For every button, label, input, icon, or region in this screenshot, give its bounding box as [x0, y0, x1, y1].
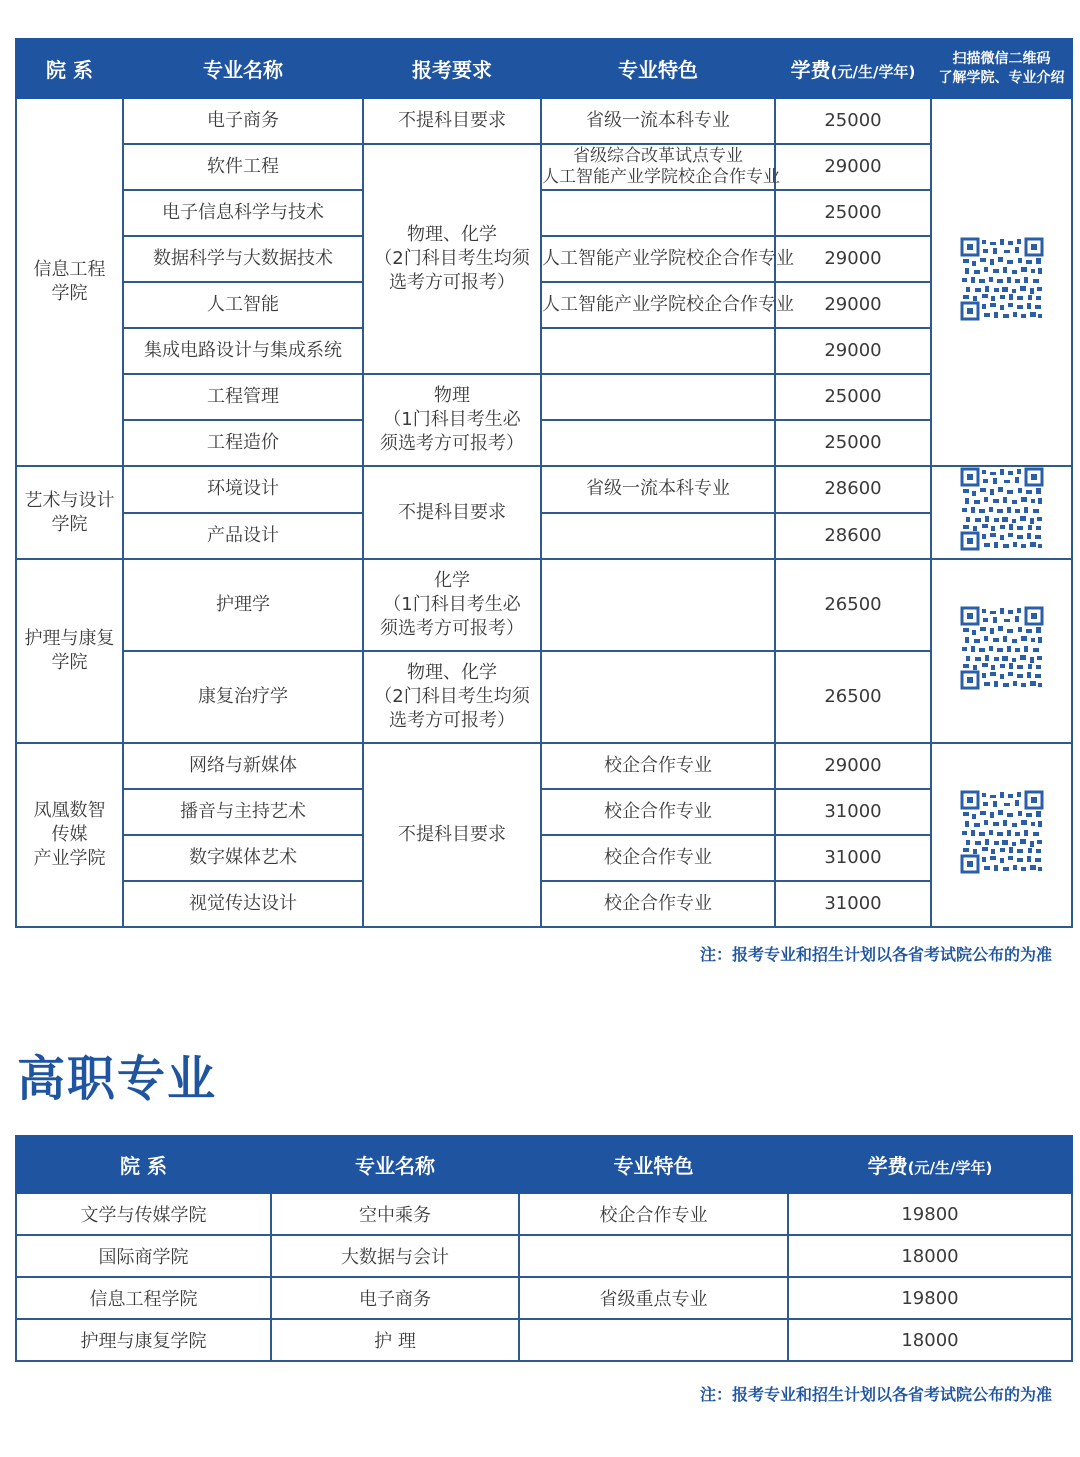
header-college: 院 系: [16, 1136, 271, 1193]
major-cell: 视觉传达设计: [123, 881, 363, 927]
fee-cell: 31000: [775, 835, 931, 881]
table-row: [16, 881, 1072, 927]
qr-cell: [931, 466, 1072, 559]
feature-cell: 省级重点专业: [519, 1277, 788, 1319]
qr-code-icon[interactable]: [960, 467, 1044, 551]
major-cell: 电子商务: [123, 98, 363, 144]
header-fee-label: 学费: [790, 58, 831, 82]
requirement-line: （2门科目考生均须: [374, 248, 530, 269]
fee-cell: 19800: [788, 1277, 1072, 1319]
college-name-line: 信息工程: [33, 259, 106, 280]
header-feature: 专业特色: [519, 1136, 788, 1193]
table-row: [16, 420, 1072, 466]
fee-cell: 29000: [775, 743, 931, 789]
major-cell: 数据科学与大数据技术: [123, 236, 363, 282]
major-cell: 工程造价: [123, 420, 363, 466]
qr-code-icon[interactable]: [960, 606, 1044, 690]
fee-cell: 29000: [775, 144, 931, 190]
requirement-cell: [363, 651, 541, 743]
major-cell: 产品设计: [123, 513, 363, 560]
feature-cell: 校企合作专业: [541, 835, 775, 881]
feature-cell: [541, 559, 775, 651]
header-fee: [788, 1136, 1072, 1193]
college-name-line: 学院: [51, 652, 88, 673]
requirement-line: 化学: [434, 570, 470, 591]
table-row: [16, 1193, 1072, 1235]
table-row: [16, 559, 1072, 651]
requirement-line: 须选考方可报考）: [380, 433, 524, 454]
header-qr-line2: 了解学院、专业介绍: [938, 69, 1065, 86]
college-cell: 护理与康复学院: [16, 1319, 271, 1361]
requirement-line: 物理、化学: [407, 224, 497, 245]
feature-cell: [541, 420, 775, 466]
table-row: [16, 374, 1072, 420]
requirement-cell: [363, 559, 541, 651]
feature-cell: [541, 190, 775, 236]
feature-cell: [541, 374, 775, 420]
feature-cell: 校企合作专业: [519, 1193, 788, 1235]
major-cell: 网络与新媒体: [123, 743, 363, 789]
major-cell: 集成电路设计与集成系统: [123, 328, 363, 374]
table-header-row: [16, 39, 1072, 98]
college-name-line: 艺术与设计: [24, 489, 115, 511]
feature-cell: [541, 651, 775, 743]
feature-cell: 校企合作专业: [541, 881, 775, 927]
fee-cell: 25000: [775, 190, 931, 236]
header-college: 院 系: [16, 39, 123, 98]
college-cell: 国际商学院: [16, 1235, 271, 1277]
major-cell: 护理学: [123, 559, 363, 651]
fee-cell: 18000: [788, 1319, 1072, 1361]
header-fee-unit: (元/生/学年): [830, 63, 916, 81]
requirement-line: 选考方可报考）: [389, 710, 515, 731]
feature-cell: 省级一流本科专业: [541, 466, 775, 513]
major-cell: 播音与主持艺术: [123, 789, 363, 835]
header-feature: 专业特色: [541, 39, 775, 98]
major-cell: 康复治疗学: [123, 651, 363, 743]
qr-cell: [931, 743, 1072, 927]
feature-cell: [519, 1235, 788, 1277]
fee-cell: 25000: [775, 374, 931, 420]
college-name-line: 传媒: [51, 824, 88, 845]
section-title-vocational: 高职专业: [17, 1051, 218, 1107]
feature-cell: 校企合作专业: [541, 789, 775, 835]
college-cell: 信息工程学院: [16, 1277, 271, 1319]
major-cell: 电子信息科学与技术: [123, 190, 363, 236]
feature-cell: 人工智能产业学院校企合作专业: [541, 282, 775, 328]
table-row: [16, 1277, 1072, 1319]
feature-cell: 人工智能产业学院校企合作专业: [541, 236, 775, 282]
table-row: [16, 190, 1072, 236]
major-cell: 空中乘务: [271, 1193, 519, 1235]
table-row: [16, 651, 1072, 743]
undergrad-note: 注：报考专业和招生计划以各省考试院公布的为准: [699, 945, 1052, 964]
college-name-line: 学院: [51, 513, 88, 535]
major-cell: 电子商务: [271, 1277, 519, 1319]
feature-cell: 省级一流本科专业: [541, 98, 775, 144]
fee-cell: 26500: [775, 559, 931, 651]
requirement-cell: [363, 144, 541, 374]
table-row: [16, 1319, 1072, 1361]
header-fee-unit: (元/生/学年): [907, 1159, 993, 1177]
header-requirement: 报考要求: [363, 39, 541, 98]
requirement-line: 选考方可报考）: [389, 272, 515, 293]
college-name-line: 学院: [51, 283, 88, 304]
table-row: [16, 282, 1072, 328]
feature-line: 人工智能产业学院校企合作专业: [542, 167, 780, 187]
feature-cell: [519, 1319, 788, 1361]
header-major: 专业名称: [271, 1136, 519, 1193]
table-header-row: [16, 1136, 1072, 1193]
fee-cell: 29000: [775, 328, 931, 374]
major-cell: 护 理: [271, 1319, 519, 1361]
requirement-line: 物理: [434, 385, 470, 406]
fee-cell: 28600: [775, 513, 931, 560]
requirement-line: 须选考方可报考）: [380, 618, 524, 639]
vocational-note: 注：报考专业和招生计划以各省考试院公布的为准: [699, 1385, 1052, 1404]
fee-cell: 18000: [788, 1235, 1072, 1277]
requirement-line: 物理、化学: [407, 662, 497, 683]
college-cell: [16, 98, 123, 466]
requirement-cell: 不提科目要求: [363, 466, 541, 559]
fee-cell: 25000: [775, 98, 931, 144]
qr-code-icon[interactable]: [960, 790, 1044, 874]
table-row: [16, 789, 1072, 835]
table-row: [16, 1235, 1072, 1277]
major-cell: 人工智能: [123, 282, 363, 328]
qr-cell: [931, 98, 1072, 466]
fee-cell: 31000: [775, 789, 931, 835]
feature-line: 省级综合改革试点专业: [573, 146, 743, 166]
fee-cell: 29000: [775, 236, 931, 282]
college-name-line: 凤凰数智: [33, 800, 106, 821]
requirement-line: （1门科目考生必: [383, 409, 521, 430]
table-row: [16, 144, 1072, 190]
vocational-majors-table: [15, 1135, 1073, 1362]
fee-cell: 26500: [775, 651, 931, 743]
major-cell: 工程管理: [123, 374, 363, 420]
feature-cell: 校企合作专业: [541, 743, 775, 789]
college-cell: 文学与传媒学院: [16, 1193, 271, 1235]
header-qr-line1: 扫描微信二维码: [952, 50, 1051, 67]
table-row: [16, 743, 1072, 789]
major-cell: 大数据与会计: [271, 1235, 519, 1277]
qr-cell: [931, 559, 1072, 743]
requirement-line: （1门科目考生必: [383, 594, 521, 615]
requirement-cell: [363, 374, 541, 466]
feature-cell: [541, 328, 775, 374]
table-row: [16, 466, 1072, 513]
college-name-line: 护理与康复: [24, 628, 115, 649]
header-major: 专业名称: [123, 39, 363, 98]
major-cell: 数字媒体艺术: [123, 835, 363, 881]
table-row: [16, 513, 1072, 560]
requirement-cell: 不提科目要求: [363, 98, 541, 144]
major-cell: 环境设计: [123, 466, 363, 513]
header-fee: [775, 39, 931, 98]
qr-code-icon[interactable]: [960, 237, 1044, 321]
table-row: [16, 328, 1072, 374]
fee-cell: 25000: [775, 420, 931, 466]
college-cell: [16, 466, 123, 559]
fee-cell: 29000: [775, 282, 931, 328]
header-qr: [931, 39, 1072, 98]
requirement-cell: 不提科目要求: [363, 743, 541, 927]
fee-cell: 31000: [775, 881, 931, 927]
feature-cell: [541, 144, 780, 190]
fee-cell: 28600: [775, 466, 931, 513]
college-name-line: 产业学院: [33, 848, 106, 869]
undergrad-majors-table: [15, 38, 1073, 928]
header-fee-label: 学费: [867, 1154, 908, 1178]
requirement-line: （2门科目考生均须: [374, 686, 530, 707]
college-cell: [16, 743, 123, 927]
table-row: [16, 98, 1072, 144]
major-cell: 软件工程: [123, 144, 363, 190]
table-row: [16, 835, 1072, 881]
feature-cell: [541, 513, 775, 560]
table-row: [16, 236, 1072, 282]
fee-cell: 19800: [788, 1193, 1072, 1235]
college-cell: [16, 559, 123, 743]
